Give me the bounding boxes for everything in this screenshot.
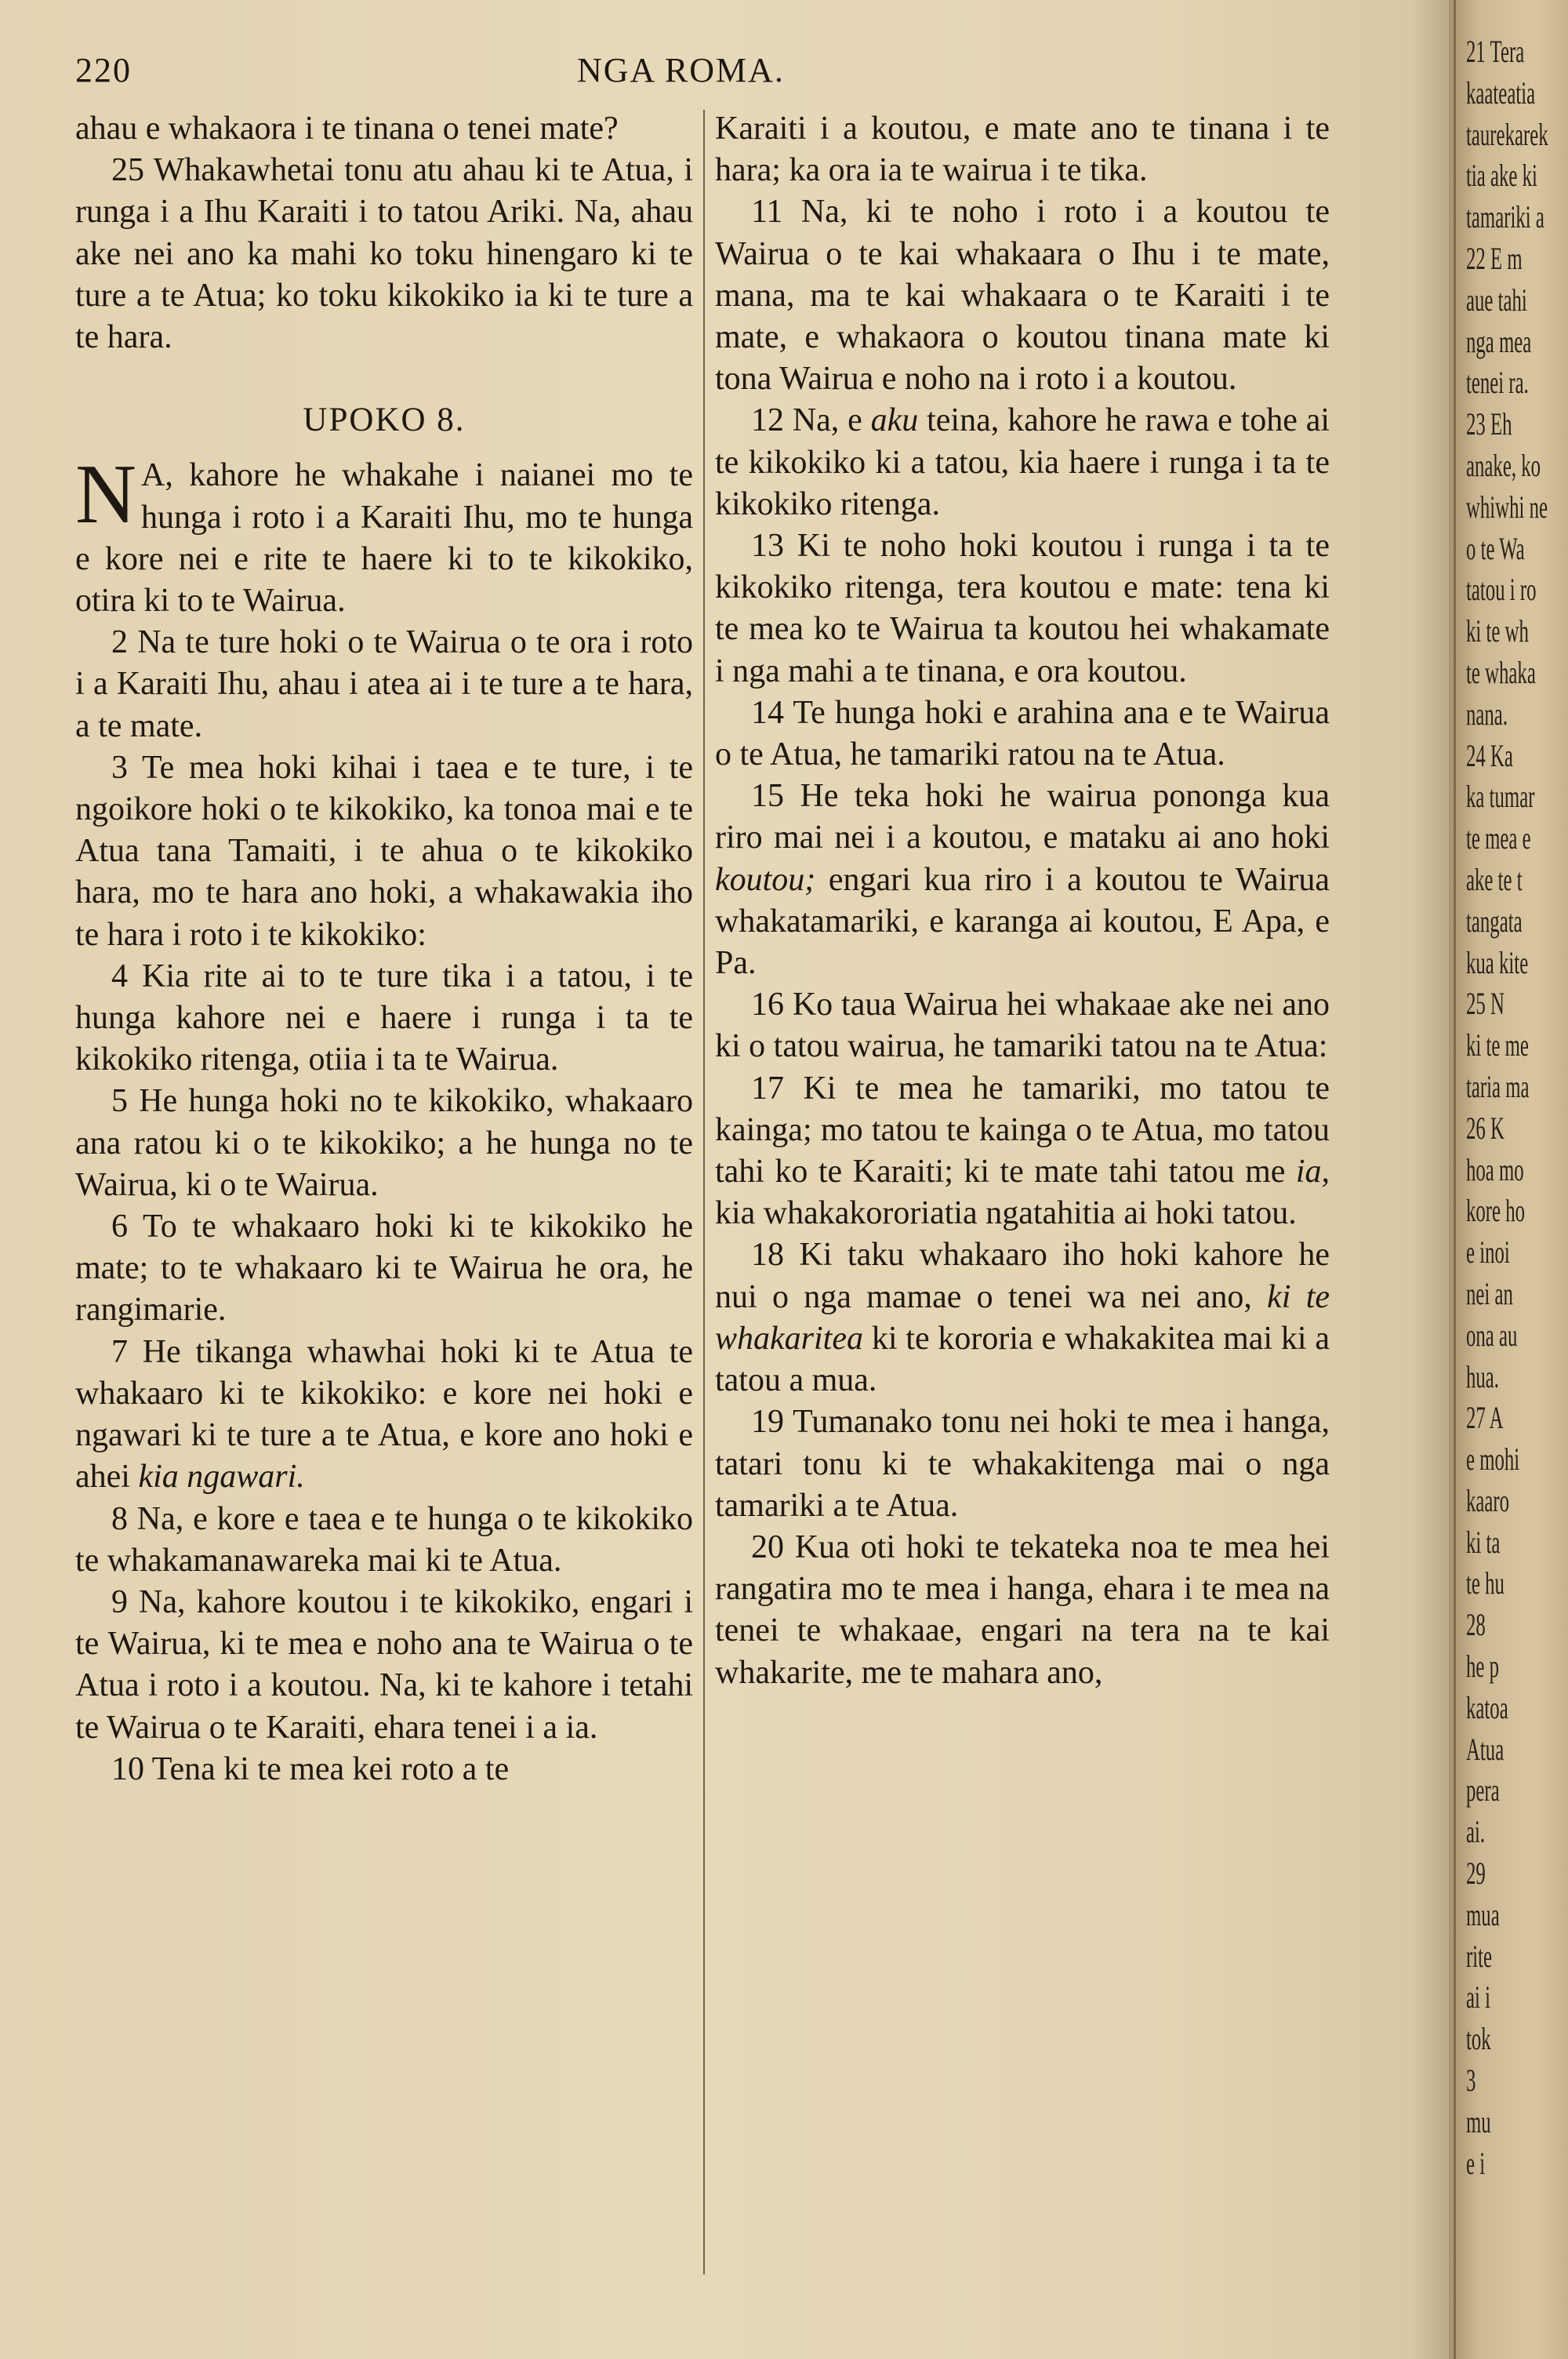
italic-text: ia, xyxy=(1295,1154,1330,1190)
fragment-line: tatou i ro xyxy=(1466,572,1537,608)
fragment-line: tok xyxy=(1466,2021,1491,2057)
verse-text: 12 Na, e xyxy=(751,402,862,439)
fragment-line: ki te wh xyxy=(1466,613,1529,649)
verse-1-text: A, kahore he whakahe i naianei mo te hunga i roto i a Karaiti Ihu, mo te hunga e kore nei e rite te haere ki to te kikokiko, otira ki to te Wairua. xyxy=(75,457,693,620)
italic-text: kia ngawari. xyxy=(138,1459,305,1496)
verse-17 xyxy=(715,1068,1330,1235)
verse-text: kia whakakororiatia ngatahitia ai hoki tatou. xyxy=(715,1195,1297,1232)
italic-text: koutou; xyxy=(715,861,816,898)
verse-text: 20 Kua oti hoki te tekateka noa te mea hei rangatira mo te mea i hanga, ehara i te mea na tenei te whakaae, engari na tera na te kai whakarite, me te mahara ano, xyxy=(715,1528,1330,1691)
verse-text: Karaiti i a koutou, e mate ano te tinana i te hara; ka ora ia te wairua i te tika. xyxy=(715,111,1330,189)
fragment-line: ki te me xyxy=(1466,1027,1529,1063)
fragment-line: te mea e xyxy=(1466,820,1531,856)
fragment-line: e inoi xyxy=(1466,1234,1510,1270)
fragment-line: taurekarek xyxy=(1466,116,1548,152)
fragment-line: mua xyxy=(1466,1896,1500,1932)
fragment-line: tangata xyxy=(1466,903,1523,939)
fragment-line: 22 E m xyxy=(1466,240,1523,276)
verse-text: 16 Ko taua Wairua hei whakaae ake nei ano ki o tatou wairua, he tamariki tatou na te Atua: xyxy=(715,987,1330,1065)
verse-text: 11 Na, ki te noho i roto i a koutou te Wairua o te kai whakaara o Ihu i te mate, mana, ma te kai whakaara o te Karaiti i te mate, e whakaora o koutou tinana mate ki tona Wairua e noho na i roto i a koutou. xyxy=(715,194,1330,398)
chapter-heading: UPOKO 8. xyxy=(303,402,466,439)
fragment-line: anake, ko xyxy=(1466,447,1541,483)
fragment-line: tamariki a xyxy=(1466,199,1544,235)
book-title: NGA ROMA. xyxy=(577,51,785,89)
verse-text: 2 Na te ture hoki o te Wairua o te ora i roto i a Karaiti Ihu, ahau i atea ai i te ture a te hara, a te mate. xyxy=(75,624,693,744)
fragment-line: nana. xyxy=(1466,696,1508,732)
fragment-line: 21 Tera xyxy=(1466,34,1525,69)
verse-text: 15 He teka hoki he wairua pononga kua riro mai nei i a koutou, e mataku ai ano hoki xyxy=(715,778,1330,856)
verse-1 xyxy=(75,448,693,622)
fragment-line: kore ho xyxy=(1466,1193,1526,1229)
fragment-line: taria ma xyxy=(1466,1068,1530,1104)
verse-18 xyxy=(715,1234,1330,1401)
fragment-line: 27 A xyxy=(1466,1400,1504,1436)
fragment-line: katoa xyxy=(1466,1689,1508,1725)
verse-text: teina, kahore he rawa e tohe ai te kikokiko ki a tatou, kia haere i runga i ta te kikokiko ritenga. xyxy=(715,402,1330,522)
fragment-line: he p xyxy=(1466,1648,1500,1685)
fragment-line: tenei ra. xyxy=(1466,365,1529,401)
verse-text: 8 Na, e kore e taea e te hunga o te kikokiko te whakamanawareka mai ki te Atua. xyxy=(75,1500,693,1579)
fragment-line: 3 xyxy=(1466,2063,1476,2099)
fragment-line: nei an xyxy=(1466,1275,1513,1311)
fragment-line: 29 xyxy=(1466,1856,1486,1892)
fragment-line: 28 xyxy=(1466,1607,1486,1643)
verse-12 xyxy=(715,400,1330,525)
fragment-line: kaateatia xyxy=(1466,75,1536,111)
verse-text: 18 Ki taku whakaaro iho hoki kahore he nui o nga mamae o tenei wa nei ano, xyxy=(715,1237,1330,1315)
verse-text: 3 Te mea hoki kihai i taea e te ture, i te ngoikore hoki o te kikokiko, ka tonoa mai e te Atua tana Tamaiti, i te ahua o te kikokiko hara, mo te hara ano hoki, a whakawakia iho te hara i roto i te kikokiko: xyxy=(75,749,693,953)
fragment-line: rite xyxy=(1466,1938,1493,1974)
fragment-line: whiwhi ne xyxy=(1466,489,1548,525)
verse-15 xyxy=(715,776,1330,984)
verse-text: 14 Te hunga hoki e arahina ana e te Wairua o te Atua, he tamariki ratou na te Atua. xyxy=(715,694,1330,773)
fragment-line: o te Wa xyxy=(1466,530,1525,566)
running-head xyxy=(75,50,1330,97)
fragment-line: ai i xyxy=(1466,1979,1490,2016)
verse-text: ahau e whakaora i te tinana o tenei mate? xyxy=(75,111,619,147)
left-column xyxy=(75,108,693,1790)
verse-text: 19 Tumanako tonu nei hoki te mea i hanga, tatari tonu ki te whakakitenga mai o nga tamariki a te Atua. xyxy=(715,1404,1330,1524)
fragment-line: te whaka xyxy=(1466,654,1536,690)
fragment-line: mu xyxy=(1466,2103,1491,2139)
fragment-line: nga mea xyxy=(1466,323,1532,359)
fragment-line: kua kite xyxy=(1466,944,1529,980)
fragment-line: 26 K xyxy=(1466,1110,1504,1146)
fragment-line: 23 Eh xyxy=(1466,406,1512,442)
fragment-line: ka tumar xyxy=(1466,779,1535,815)
fragment-line: hoa mo xyxy=(1466,1151,1524,1187)
fragment-line: kaaro xyxy=(1466,1482,1510,1518)
right-column xyxy=(715,108,1330,1694)
fragment-line: e i xyxy=(1466,2145,1486,2181)
fragment-line: aue tahi xyxy=(1466,282,1527,318)
fragment-line: 24 Ka xyxy=(1466,737,1513,773)
gutter-shadow xyxy=(1411,0,1449,2359)
fragment-line: tia ake ki xyxy=(1466,158,1537,194)
verse-text: 4 Kia rite ai to te ture tika i a tatou, i te hunga kahore nei e haere i runga i ta te kikokiko ritenga, otiia i ta te Wairua. xyxy=(75,958,693,1078)
fragment-line: ake te t xyxy=(1466,861,1523,897)
verse-text: 25 Whakawhetai tonu atu ahau ki te Atua, i runga i a Ihu Karaiti i to tatou Ariki. Na, ahau ake nei ano ka mahi ko toku hinengaro ki te ture a te Atua; ko toku kikokiko ia ki te ture a te hara. xyxy=(75,152,693,356)
fragment-line: 25 N xyxy=(1466,986,1504,1022)
fragment-line: ai. xyxy=(1466,1814,1486,1850)
fragment-line: te hu xyxy=(1466,1565,1504,1601)
verse-text: 17 Ki te mea he tamariki, mo tatou te kainga; mo tatou te kainga o te Atua, mo tatou tahi ko te Karaiti; ki te mate tahi tatou me xyxy=(715,1070,1330,1190)
verse-text: ki te kororia e whakakitea mai ki a tatou a mua. xyxy=(715,1320,1330,1399)
verse-text: 7 He tikanga whawhai hoki ki te Atua te whakaaro ki te kikokiko: e kore nei hoki e ngawari ki te ture a te Atua, e kore ano hoki e ahei xyxy=(75,1333,693,1496)
verse-text: 6 To te whakaaro hoki ki te kikokiko he mate; to te whakaaro ki te Wairua he ora, he rangimarie. xyxy=(75,1209,693,1329)
italic-text: ki te whakaritea xyxy=(715,1278,1330,1357)
fragment-line: e mohi xyxy=(1466,1441,1520,1478)
verse-7 xyxy=(75,1332,693,1499)
verse-text: 10 Tena ki te mea kei roto a te xyxy=(111,1750,510,1787)
page-edge-line xyxy=(1454,0,1456,2359)
fragment-line: hua. xyxy=(1466,1358,1500,1394)
fragment-line: ki ta xyxy=(1466,1524,1501,1560)
verse-text: engari kua riro i a koutou te Wairua whakatamariki, e karanga ai koutou, E Apa, e Pa. xyxy=(715,861,1330,982)
page-number: 220 xyxy=(75,51,132,89)
next-page-edge xyxy=(1449,0,1568,2359)
verse-text: 13 Ki te noho hoki koutou i runga i ta te kikokiko ritenga, tera koutou e mate: tena ki te mea ko te Wairua ta koutou hei whakamate i nga mahi a te tinana, e ora koutou. xyxy=(715,528,1330,689)
fragment-line: ona au xyxy=(1466,1317,1518,1353)
fragment-line: pera xyxy=(1466,1772,1500,1808)
column-rule xyxy=(703,110,705,2274)
drop-cap-letter: N xyxy=(75,448,136,542)
fragment-line: Atua xyxy=(1466,1731,1504,1767)
italic-text: aku xyxy=(870,402,919,439)
next-page-text-fragment xyxy=(1466,31,1568,2184)
verse-text: 9 Na, kahore koutou i te kikokiko, engari i te Wairua, ki te mea e noho ana te Wairua o te Atua i roto i a koutou. Na, ki te kahore i tetahi te Wairua o te Karaiti, ehara tenei i a ia. xyxy=(75,1583,693,1746)
verse-text: 5 He hunga hoki no te kikokiko, whakaaro ana ratou ki o te kikokiko; a he hunga no te Wairua, ki o te Wairua. xyxy=(75,1083,693,1203)
